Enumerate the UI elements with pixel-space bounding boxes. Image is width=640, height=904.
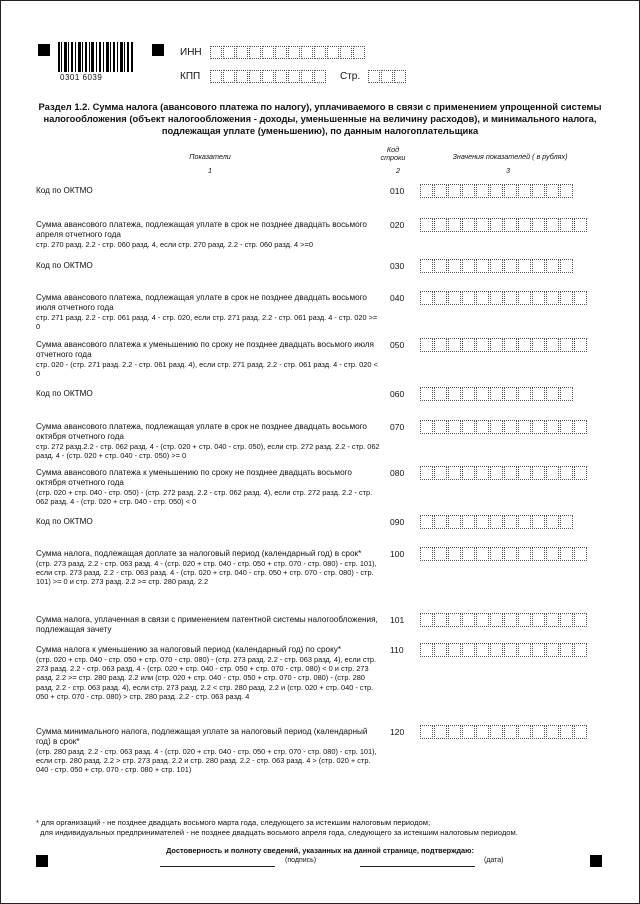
column-header-line-code [378, 146, 408, 162]
line-code: 120 [390, 727, 405, 737]
row-main-text: Код по ОКТМО [36, 186, 93, 195]
value-field-110[interactable] [420, 643, 588, 657]
page-number-label: Стр. [340, 71, 361, 82]
value-field-101[interactable] [420, 613, 588, 627]
row-main-text: Сумма авансового платежа, подлежащая уплате в срок не позднее двадцать восьмого июля отчетного года [36, 293, 367, 312]
date-label: (дата) [484, 857, 504, 864]
row-formula-text: (стр. 020 + стр. 040 - стр. 050) - (стр. 272 разд. 2.2 - стр. 062 разд. 4), если стр. 272 разд. 2.2 - стр. 062 разд. 4 - (стр. 020 + стр. 040 - стр. 050) < 0 [36, 488, 373, 507]
corner-marker-top-right [152, 44, 164, 56]
row-main-text: Код по ОКТМО [36, 389, 93, 398]
value-field-040[interactable] [420, 291, 588, 305]
row-030-label [36, 261, 381, 271]
line-code: 070 [390, 422, 405, 432]
value-field-060[interactable] [420, 387, 574, 401]
line-code: 090 [390, 517, 405, 527]
signature-line[interactable] [160, 866, 275, 867]
row-070-label [36, 422, 381, 460]
date-line[interactable] [360, 866, 475, 867]
row-080-label [36, 468, 381, 506]
kpp-label: КПП [180, 71, 201, 82]
row-formula-text: (стр. 273 разд. 2.2 - стр. 063 разд. 4 - (стр. 020 + стр. 040 - стр. 050 + стр. 070 - стр. 080) - стр. 101), если стр. 273 разд. 2.2 - стр. 063 разд. 4 - (стр. 020 + стр. 040 - стр. 050 + стр. 070 - стр. 080) - стр. 101) >= 0 и стр. 273 разд. 2.2 >= стр. 280 разд. 2.2 [36, 559, 377, 587]
kpp-field[interactable] [210, 70, 327, 83]
section-title: Раздел 1.2. Сумма налога (авансового платежа по налогу), уплачиваемого в связи с применением упрощенной системы налогообложения (объект налогообложения - доходы, уменьшенные на величину расходов), и минимального налога, подлежащая уплате (уменьшению), по данным налогоплательщика [38, 101, 602, 136]
line-code: 030 [390, 261, 405, 271]
line-code: 050 [390, 340, 405, 350]
barcode-icon [58, 42, 134, 74]
row-050-label [36, 340, 381, 378]
signature-label: (подпись) [285, 857, 317, 864]
corner-marker-top-left [38, 44, 50, 56]
corner-marker-bottom-right [590, 855, 602, 867]
row-main-text: Сумма налога, подлежащая доплате за налоговый период (календарный год) в срок* [36, 549, 362, 558]
value-field-020[interactable] [420, 218, 588, 232]
row-110-label [36, 645, 381, 701]
line-code: 010 [390, 186, 405, 196]
value-field-080[interactable] [420, 466, 588, 480]
column-header-values: Значения показателей ( в рублях) [452, 152, 568, 161]
column-number-3: 3 [506, 166, 510, 175]
column-number-1: 1 [208, 166, 212, 175]
line-code: 040 [390, 293, 405, 303]
page-number-field[interactable] [368, 70, 407, 83]
row-020-label [36, 220, 381, 249]
line-code: 101 [390, 615, 405, 625]
row-formula-text: (стр. 280 разд. 2.2 - стр. 063 разд. 4 - (стр. 020 + стр. 040 - стр. 050 + стр. 070 - стр. 080) - стр. 101), если стр. 280 разд. 2.2 > стр. 273 разд. 2.2 и стр. 280 разд. 2.2 - стр. 063 разд. 4 > (стр. 020 + стр. 040 - стр. 050 + стр. 070 - стр. 080 + стр. 101) [36, 747, 377, 775]
line-code: 020 [390, 220, 405, 230]
line-code: 080 [390, 468, 405, 478]
row-090-label [36, 517, 381, 527]
column-header-indicators: Показатели [189, 152, 231, 161]
row-main-text: Код по ОКТМО [36, 517, 93, 526]
attestation-text: Достоверность и полноту сведений, указанных на данной странице, подтверждаю: [166, 846, 474, 855]
line-code: 100 [390, 549, 405, 559]
line-code: 060 [390, 389, 405, 399]
row-010-label [36, 186, 381, 196]
row-formula-text: стр. 270 разд. 2.2 - стр. 060 разд. 4, если стр. 270 разд. 2.2 - стр. 060 разд. 4 >=0 [36, 240, 313, 249]
row-120-label [36, 727, 381, 775]
value-field-090[interactable] [420, 515, 574, 529]
footnote [36, 818, 611, 838]
column-number-2: 2 [396, 166, 400, 175]
value-field-050[interactable] [420, 338, 588, 352]
value-field-120[interactable] [420, 725, 588, 739]
row-101-label [36, 615, 381, 635]
value-field-100[interactable] [420, 547, 588, 561]
footnote-line-1: * для организаций - не позднее двадцать восьмого марта года, следующего за истекшим налоговым периодом; [36, 818, 431, 827]
footnote-line-2: для индивидуальных предпринимателей - не позднее двадцать восьмого апреля года, следующего за истекшим налоговым периодом. [40, 828, 518, 837]
row-main-text: Сумма налога, уплаченная в связи с применением патентной системы налогообложения, подлежащая зачету [36, 615, 378, 634]
row-main-text: Сумма налога к уменьшению за налоговый период (календарный год) по сроку* [36, 645, 342, 654]
value-field-030[interactable] [420, 259, 574, 273]
row-formula-text: стр. 020 - (стр. 271 разд. 2.2 - стр. 061 разд. 4), если стр. 271 разд. 2.2 - стр. 061 разд. 4 - стр. 020 < 0 [36, 360, 378, 379]
row-040-label [36, 293, 381, 331]
column-header-line-code-1: Код [386, 145, 400, 154]
inn-label: ИНН [180, 47, 202, 58]
row-main-text: Сумма авансового платежа, подлежащая уплате в срок не позднее двадцать восьмого октября отчетного года [36, 422, 367, 441]
row-100-label [36, 549, 381, 587]
value-field-070[interactable] [420, 420, 588, 434]
row-060-label [36, 389, 381, 399]
line-code: 110 [390, 645, 404, 655]
value-field-010[interactable] [420, 184, 574, 198]
corner-marker-bottom-left [36, 855, 48, 867]
row-formula-text: стр. 271 разд. 2.2 - стр. 061 разд. 4 - стр. 020, если стр. 271 разд. 2.2 - стр. 061 разд. 4 - стр. 020 >= 0 [36, 313, 378, 332]
row-main-text: Сумма авансового платежа к уменьшению по сроку не позднее двадцать восьмого октября отчетного года [36, 468, 352, 487]
row-main-text: Сумма авансового платежа к уменьшению по сроку не позднее двадцать восьмого июля отчетного года [36, 340, 374, 359]
row-formula-text: (стр. 020 + стр. 040 - стр. 050 + стр. 070 - стр. 080) - (стр. 273 разд. 2.2 - стр. 063 разд. 4), если стр. 273 разд. 2.2 - стр. 063 разд. 4 - (стр. 020 + стр. 040 - стр. 050 + стр. 070 - стр. 080) < 0 и стр. 273 разд. 2.2 >= стр. 280 разд. 2.2 или (стр. 020 + стр. 040 - стр. 050 + стр. 070 - стр. 080) - (стр. 280 разд. 2.2 - стр. 063 разд. 4), если стр. 273 разд. 2.2 < стр. 280 разд. 2.2 и (стр. 020 + стр. 040 - стр. 050 + стр. 070 - стр. 080) > стр. 280 разд. 2.2 - стр. 063 разд. 4 [36, 655, 377, 701]
row-main-text: Код по ОКТМО [36, 261, 93, 270]
barcode-number: 0301 6039 [60, 73, 103, 82]
column-header-line-code-2: строки [380, 153, 406, 162]
row-main-text: Сумма минимального налога, подлежащая уплате за налоговый период (календарный год) в срок* [36, 727, 368, 746]
row-formula-text: стр. 272 разд.2.2 - стр. 062 разд. 4 - (стр. 020 + стр. 040 - стр. 050), если стр. 272 разд. 2.2 - стр. 062 разд. 4 - (стр. 020 + стр. 040 - стр. 050) >= 0 [36, 442, 380, 461]
inn-field[interactable] [210, 46, 366, 59]
row-main-text: Сумма авансового платежа, подлежащая уплате в срок не позднее двадцать восьмого апреля отчетного года [36, 220, 367, 239]
